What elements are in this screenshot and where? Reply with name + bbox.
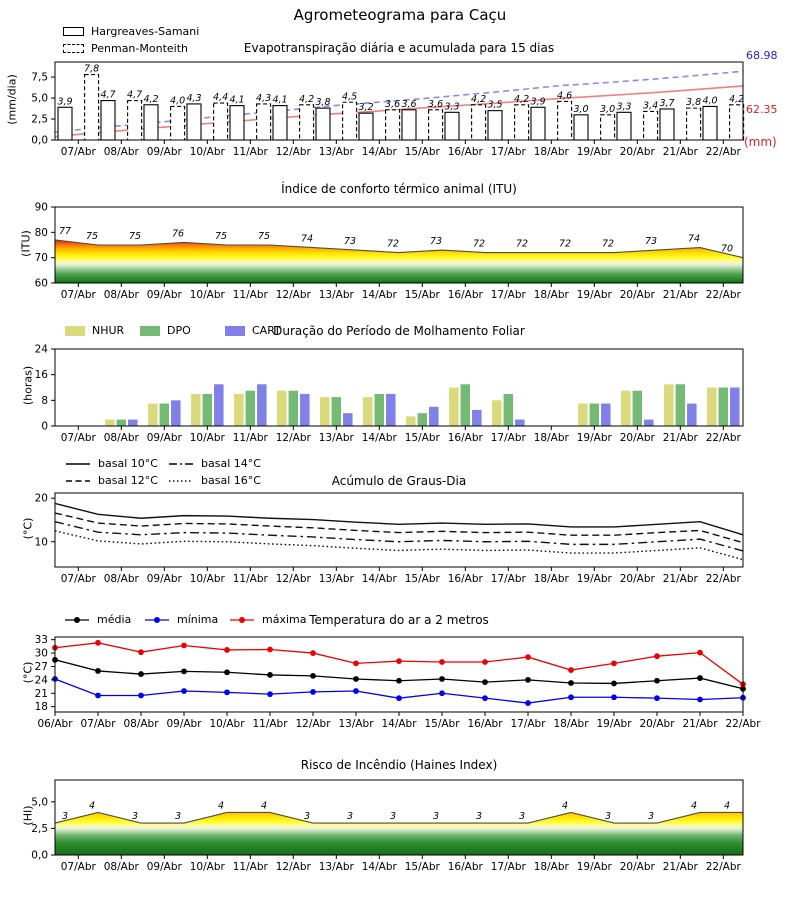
svg-text:3,4: 3,4 — [643, 100, 659, 112]
svg-text:18/Abr: 18/Abr — [533, 289, 569, 301]
svg-text:15/Abr: 15/Abr — [404, 573, 440, 585]
svg-text:73: 73 — [644, 236, 658, 248]
svg-text:15/Abr: 15/Abr — [404, 289, 440, 301]
svg-text:3: 3 — [475, 811, 483, 823]
legend-label: máxima — [262, 613, 307, 626]
svg-text:74: 74 — [687, 233, 701, 245]
legend-label: DPO — [167, 324, 191, 337]
svg-text:18/Abr: 18/Abr — [533, 432, 569, 444]
svg-text:07/Abr: 07/Abr — [60, 289, 96, 301]
svg-text:4: 4 — [690, 800, 698, 812]
svg-text:15/Abr: 15/Abr — [424, 718, 460, 730]
svg-text:3,0: 3,0 — [600, 103, 616, 115]
chart-title-dpmf: Duração do Período de Molhamento Foliar — [273, 324, 525, 338]
svg-text:11/Abr: 11/Abr — [232, 289, 268, 301]
svg-text:3,6: 3,6 — [401, 98, 417, 110]
svg-text:4,2: 4,2 — [143, 93, 159, 105]
svg-text:17/Abr: 17/Abr — [510, 718, 546, 730]
svg-text:3,0: 3,0 — [573, 103, 589, 115]
svg-text:08/Abr: 08/Abr — [103, 573, 139, 585]
ylabel-haines: (HI) — [21, 805, 35, 826]
svg-text:12/Abr: 12/Abr — [275, 861, 311, 873]
evapo-plot — [55, 64, 744, 140]
svg-text:07/Abr: 07/Abr — [60, 861, 96, 873]
svg-text:22/Abr: 22/Abr — [705, 861, 741, 873]
svg-text:14/Abr: 14/Abr — [361, 432, 397, 444]
svg-text:72: 72 — [386, 238, 400, 250]
svg-text:4,2: 4,2 — [514, 93, 530, 105]
svg-text:4: 4 — [217, 800, 225, 812]
svg-text:11/Abr: 11/Abr — [232, 573, 268, 585]
svg-text:22/Abr: 22/Abr — [705, 146, 741, 158]
svg-text:10/Abr: 10/Abr — [189, 289, 225, 301]
svg-text:75: 75 — [257, 231, 271, 242]
chart-title-gd: Acúmulo de Graus-Dia — [331, 474, 467, 488]
svg-text:4: 4 — [723, 800, 731, 812]
svg-text:10/Abr: 10/Abr — [209, 718, 245, 730]
svg-text:19/Abr: 19/Abr — [576, 432, 612, 444]
legend-label: Penman-Monteith — [91, 42, 188, 55]
legend-label: basal 14°C — [201, 457, 261, 470]
chart-title-evapo: Evapotranspiração diária e acumulada para 15 dias — [243, 41, 555, 55]
svg-text:19/Abr: 19/Abr — [576, 861, 612, 873]
svg-text:4,4: 4,4 — [213, 92, 229, 104]
chart-title-haines: Risco de Incêndio (Haines Index) — [300, 758, 498, 772]
svg-text:09/Abr: 09/Abr — [146, 861, 182, 873]
svg-text:80: 80 — [34, 226, 48, 239]
svg-text:13/Abr: 13/Abr — [318, 861, 354, 873]
chart-title-temp: Temperatura do ar a 2 metros — [309, 613, 489, 627]
svg-text:2,5: 2,5 — [31, 822, 48, 835]
svg-text:24: 24 — [34, 674, 48, 687]
svg-text:3,8: 3,8 — [315, 97, 331, 109]
svg-text:16/Abr: 16/Abr — [447, 146, 483, 158]
svg-text:20: 20 — [34, 492, 48, 505]
accumulated-unit-label: (mm) — [744, 135, 777, 149]
svg-text:0,0: 0,0 — [31, 134, 48, 147]
svg-text:75: 75 — [85, 231, 99, 242]
svg-text:12/Abr: 12/Abr — [275, 146, 311, 158]
svg-text:21/Abr: 21/Abr — [662, 861, 698, 873]
svg-text:12/Abr: 12/Abr — [275, 289, 311, 301]
svg-text:19/Abr: 19/Abr — [576, 289, 612, 301]
svg-text:16/Abr: 16/Abr — [467, 718, 503, 730]
svg-text:5,0: 5,0 — [31, 796, 48, 809]
svg-text:07/Abr: 07/Abr — [80, 718, 116, 730]
hargreaves-swatch-icon — [63, 27, 84, 36]
page-title: Agrometeograma para Caçu — [293, 6, 507, 24]
svg-text:7,8: 7,8 — [84, 63, 100, 75]
svg-text:13/Abr: 13/Abr — [318, 432, 354, 444]
svg-text:10/Abr: 10/Abr — [189, 432, 225, 444]
hargreaves-total-label: 62.35 — [746, 103, 778, 116]
svg-text:3,2: 3,2 — [358, 102, 374, 114]
haines-plot — [55, 800, 743, 855]
svg-text:4,6: 4,6 — [557, 90, 573, 102]
ylabel-evapo: (mm/dia) — [5, 74, 19, 125]
svg-text:15/Abr: 15/Abr — [404, 861, 440, 873]
svg-text:20/Abr: 20/Abr — [639, 718, 675, 730]
svg-text:3,6: 3,6 — [428, 98, 444, 110]
svg-text:09/Abr: 09/Abr — [146, 573, 182, 585]
svg-text:06/Abr: 06/Abr — [37, 718, 73, 730]
svg-text:20/Abr: 20/Abr — [619, 146, 655, 158]
svg-text:70: 70 — [720, 243, 734, 255]
svg-text:17/Abr: 17/Abr — [490, 432, 526, 444]
svg-text:3: 3 — [61, 811, 69, 823]
svg-text:14/Abr: 14/Abr — [361, 289, 397, 301]
svg-text:4,1: 4,1 — [272, 94, 288, 106]
svg-text:22/Abr: 22/Abr — [725, 718, 761, 730]
svg-text:3: 3 — [346, 811, 354, 823]
svg-text:4,0: 4,0 — [702, 95, 718, 107]
gd-plot — [55, 503, 743, 559]
svg-text:09/Abr: 09/Abr — [146, 432, 182, 444]
svg-text:07/Abr: 07/Abr — [60, 573, 96, 585]
legend-item-basal14 — [168, 457, 261, 470]
svg-text:11/Abr: 11/Abr — [252, 718, 288, 730]
svg-text:21/Abr: 21/Abr — [662, 289, 698, 301]
penman-total-label: 68.98 — [746, 49, 778, 62]
svg-text:21: 21 — [34, 687, 48, 700]
svg-text:4,2: 4,2 — [729, 93, 745, 105]
svg-text:4,3: 4,3 — [256, 92, 272, 104]
svg-text:07/Abr: 07/Abr — [60, 432, 96, 444]
svg-text:27: 27 — [34, 660, 48, 673]
svg-text:4: 4 — [88, 800, 96, 812]
svg-text:18/Abr: 18/Abr — [533, 146, 569, 158]
svg-text:13/Abr: 13/Abr — [318, 146, 354, 158]
svg-text:16/Abr: 16/Abr — [447, 861, 483, 873]
legend-label: mínima — [177, 613, 219, 626]
ylabel-gd: (°C) — [21, 517, 35, 540]
svg-text:13/Abr: 13/Abr — [338, 718, 374, 730]
svg-text:90: 90 — [34, 201, 48, 214]
itu-plot — [55, 226, 743, 283]
svg-text:20/Abr: 20/Abr — [619, 432, 655, 444]
svg-text:74: 74 — [300, 233, 314, 245]
svg-text:33: 33 — [34, 634, 48, 647]
svg-text:60: 60 — [34, 277, 48, 290]
svg-text:17/Abr: 17/Abr — [490, 289, 526, 301]
chart-title-itu: Índice de conforto térmico animal (ITU) — [281, 182, 517, 196]
svg-text:12/Abr: 12/Abr — [295, 718, 331, 730]
svg-text:16/Abr: 16/Abr — [447, 289, 483, 301]
svg-text:21/Abr: 21/Abr — [662, 573, 698, 585]
svg-text:18: 18 — [34, 701, 48, 714]
svg-text:3: 3 — [604, 811, 612, 823]
svg-text:16/Abr: 16/Abr — [447, 573, 483, 585]
svg-text:3,6: 3,6 — [385, 98, 401, 110]
svg-text:73: 73 — [343, 236, 357, 248]
svg-text:3: 3 — [389, 811, 397, 823]
svg-text:15/Abr: 15/Abr — [404, 432, 440, 444]
svg-text:73: 73 — [429, 236, 443, 248]
svg-text:21/Abr: 21/Abr — [662, 146, 698, 158]
legend-item-hargreaves — [63, 25, 199, 38]
svg-text:12/Abr: 12/Abr — [275, 573, 311, 585]
svg-text:77: 77 — [58, 225, 72, 237]
svg-text:72: 72 — [601, 238, 615, 250]
svg-text:24: 24 — [34, 343, 48, 356]
svg-text:4,1: 4,1 — [229, 94, 245, 106]
svg-text:4,3: 4,3 — [186, 92, 202, 104]
svg-text:16/Abr: 16/Abr — [447, 432, 483, 444]
svg-text:19/Abr: 19/Abr — [576, 146, 612, 158]
svg-text:76: 76 — [171, 228, 185, 240]
svg-text:3,3: 3,3 — [616, 101, 632, 113]
svg-text:17/Abr: 17/Abr — [490, 861, 526, 873]
svg-text:19/Abr: 19/Abr — [596, 718, 632, 730]
ylabel-dpmf: (horas) — [21, 365, 35, 406]
svg-text:19/Abr: 19/Abr — [576, 573, 612, 585]
svg-text:72: 72 — [515, 238, 529, 250]
svg-text:12/Abr: 12/Abr — [275, 432, 311, 444]
svg-text:14/Abr: 14/Abr — [381, 718, 417, 730]
svg-text:20/Abr: 20/Abr — [619, 289, 655, 301]
ylabel-itu: (ITU) — [19, 230, 33, 257]
svg-text:4,0: 4,0 — [170, 95, 186, 107]
svg-text:08/Abr: 08/Abr — [103, 146, 139, 158]
svg-text:11/Abr: 11/Abr — [232, 432, 268, 444]
basal10-line-icon — [65, 460, 91, 468]
svg-text:11/Abr: 11/Abr — [232, 861, 268, 873]
svg-text:10/Abr: 10/Abr — [189, 861, 225, 873]
svg-text:72: 72 — [558, 238, 572, 250]
svg-text:4: 4 — [561, 800, 569, 812]
svg-text:4,2: 4,2 — [471, 93, 487, 105]
svg-text:22/Abr: 22/Abr — [705, 432, 741, 444]
svg-text:3,9: 3,9 — [530, 96, 546, 108]
svg-text:15/Abr: 15/Abr — [404, 146, 440, 158]
svg-text:70: 70 — [34, 252, 48, 265]
svg-text:09/Abr: 09/Abr — [146, 289, 182, 301]
svg-text:5,0: 5,0 — [31, 92, 48, 105]
svg-text:30: 30 — [34, 647, 48, 660]
svg-text:21/Abr: 21/Abr — [662, 432, 698, 444]
svg-text:18/Abr: 18/Abr — [533, 573, 569, 585]
svg-text:10: 10 — [34, 536, 48, 549]
temp-plot — [52, 640, 746, 706]
svg-text:11/Abr: 11/Abr — [232, 146, 268, 158]
svg-text:20/Abr: 20/Abr — [619, 861, 655, 873]
svg-text:10/Abr: 10/Abr — [189, 573, 225, 585]
legend-item-basal10 — [65, 457, 158, 470]
svg-text:7,5: 7,5 — [31, 71, 48, 84]
svg-text:3,3: 3,3 — [444, 101, 460, 113]
svg-text:3,9: 3,9 — [57, 96, 73, 108]
svg-text:4,7: 4,7 — [127, 89, 143, 101]
svg-text:13/Abr: 13/Abr — [318, 573, 354, 585]
svg-text:10/Abr: 10/Abr — [189, 146, 225, 158]
svg-text:3: 3 — [174, 811, 182, 823]
svg-text:3,7: 3,7 — [659, 97, 675, 109]
svg-text:4,7: 4,7 — [100, 89, 116, 101]
svg-text:08/Abr: 08/Abr — [103, 289, 139, 301]
svg-text:22/Abr: 22/Abr — [705, 573, 741, 585]
svg-text:3: 3 — [432, 811, 440, 823]
legend-label: basal 16°C — [201, 474, 261, 487]
svg-text:4,5: 4,5 — [342, 91, 358, 103]
svg-text:75: 75 — [214, 231, 228, 242]
svg-text:08/Abr: 08/Abr — [103, 861, 139, 873]
svg-text:75: 75 — [128, 231, 142, 242]
svg-text:72: 72 — [472, 238, 486, 250]
svg-text:17/Abr: 17/Abr — [490, 146, 526, 158]
legend-label: NHUR — [92, 324, 125, 337]
svg-text:4,2: 4,2 — [299, 93, 315, 105]
svg-text:2,5: 2,5 — [31, 113, 48, 126]
svg-text:16: 16 — [34, 369, 48, 382]
legend-label: média — [97, 613, 132, 626]
svg-text:8: 8 — [41, 394, 48, 407]
svg-text:4: 4 — [260, 800, 268, 812]
svg-text:20/Abr: 20/Abr — [619, 573, 655, 585]
dpmf-plot — [105, 384, 740, 426]
ylabel-temp: (°C) — [21, 661, 35, 684]
svg-text:3,8: 3,8 — [686, 97, 702, 109]
svg-text:0: 0 — [41, 420, 48, 433]
svg-text:14/Abr: 14/Abr — [361, 146, 397, 158]
svg-text:09/Abr: 09/Abr — [166, 718, 202, 730]
svg-text:18/Abr: 18/Abr — [553, 718, 589, 730]
svg-text:09/Abr: 09/Abr — [146, 146, 182, 158]
svg-text:18/Abr: 18/Abr — [533, 861, 569, 873]
svg-text:17/Abr: 17/Abr — [490, 573, 526, 585]
svg-text:0,0: 0,0 — [31, 849, 48, 862]
svg-text:13/Abr: 13/Abr — [318, 289, 354, 301]
svg-text:3: 3 — [518, 811, 526, 823]
gd-axes — [35, 493, 743, 585]
svg-text:3,5: 3,5 — [487, 99, 503, 111]
svg-text:08/Abr: 08/Abr — [103, 432, 139, 444]
svg-text:3: 3 — [303, 811, 311, 823]
legend-label: basal 10°C — [98, 457, 158, 470]
svg-text:14/Abr: 14/Abr — [361, 861, 397, 873]
svg-text:08/Abr: 08/Abr — [123, 718, 159, 730]
svg-text:14/Abr: 14/Abr — [361, 573, 397, 585]
legend-label: Hargreaves-Samani — [91, 25, 200, 38]
legend-label: basal 12°C — [98, 474, 158, 487]
svg-text:3: 3 — [131, 811, 139, 823]
legend-label: CART — [252, 324, 281, 337]
svg-text:22/Abr: 22/Abr — [705, 289, 741, 301]
svg-text:07/Abr: 07/Abr — [60, 146, 96, 158]
svg-text:21/Abr: 21/Abr — [682, 718, 718, 730]
svg-text:3: 3 — [647, 811, 655, 823]
basal14-line-icon — [168, 460, 194, 468]
